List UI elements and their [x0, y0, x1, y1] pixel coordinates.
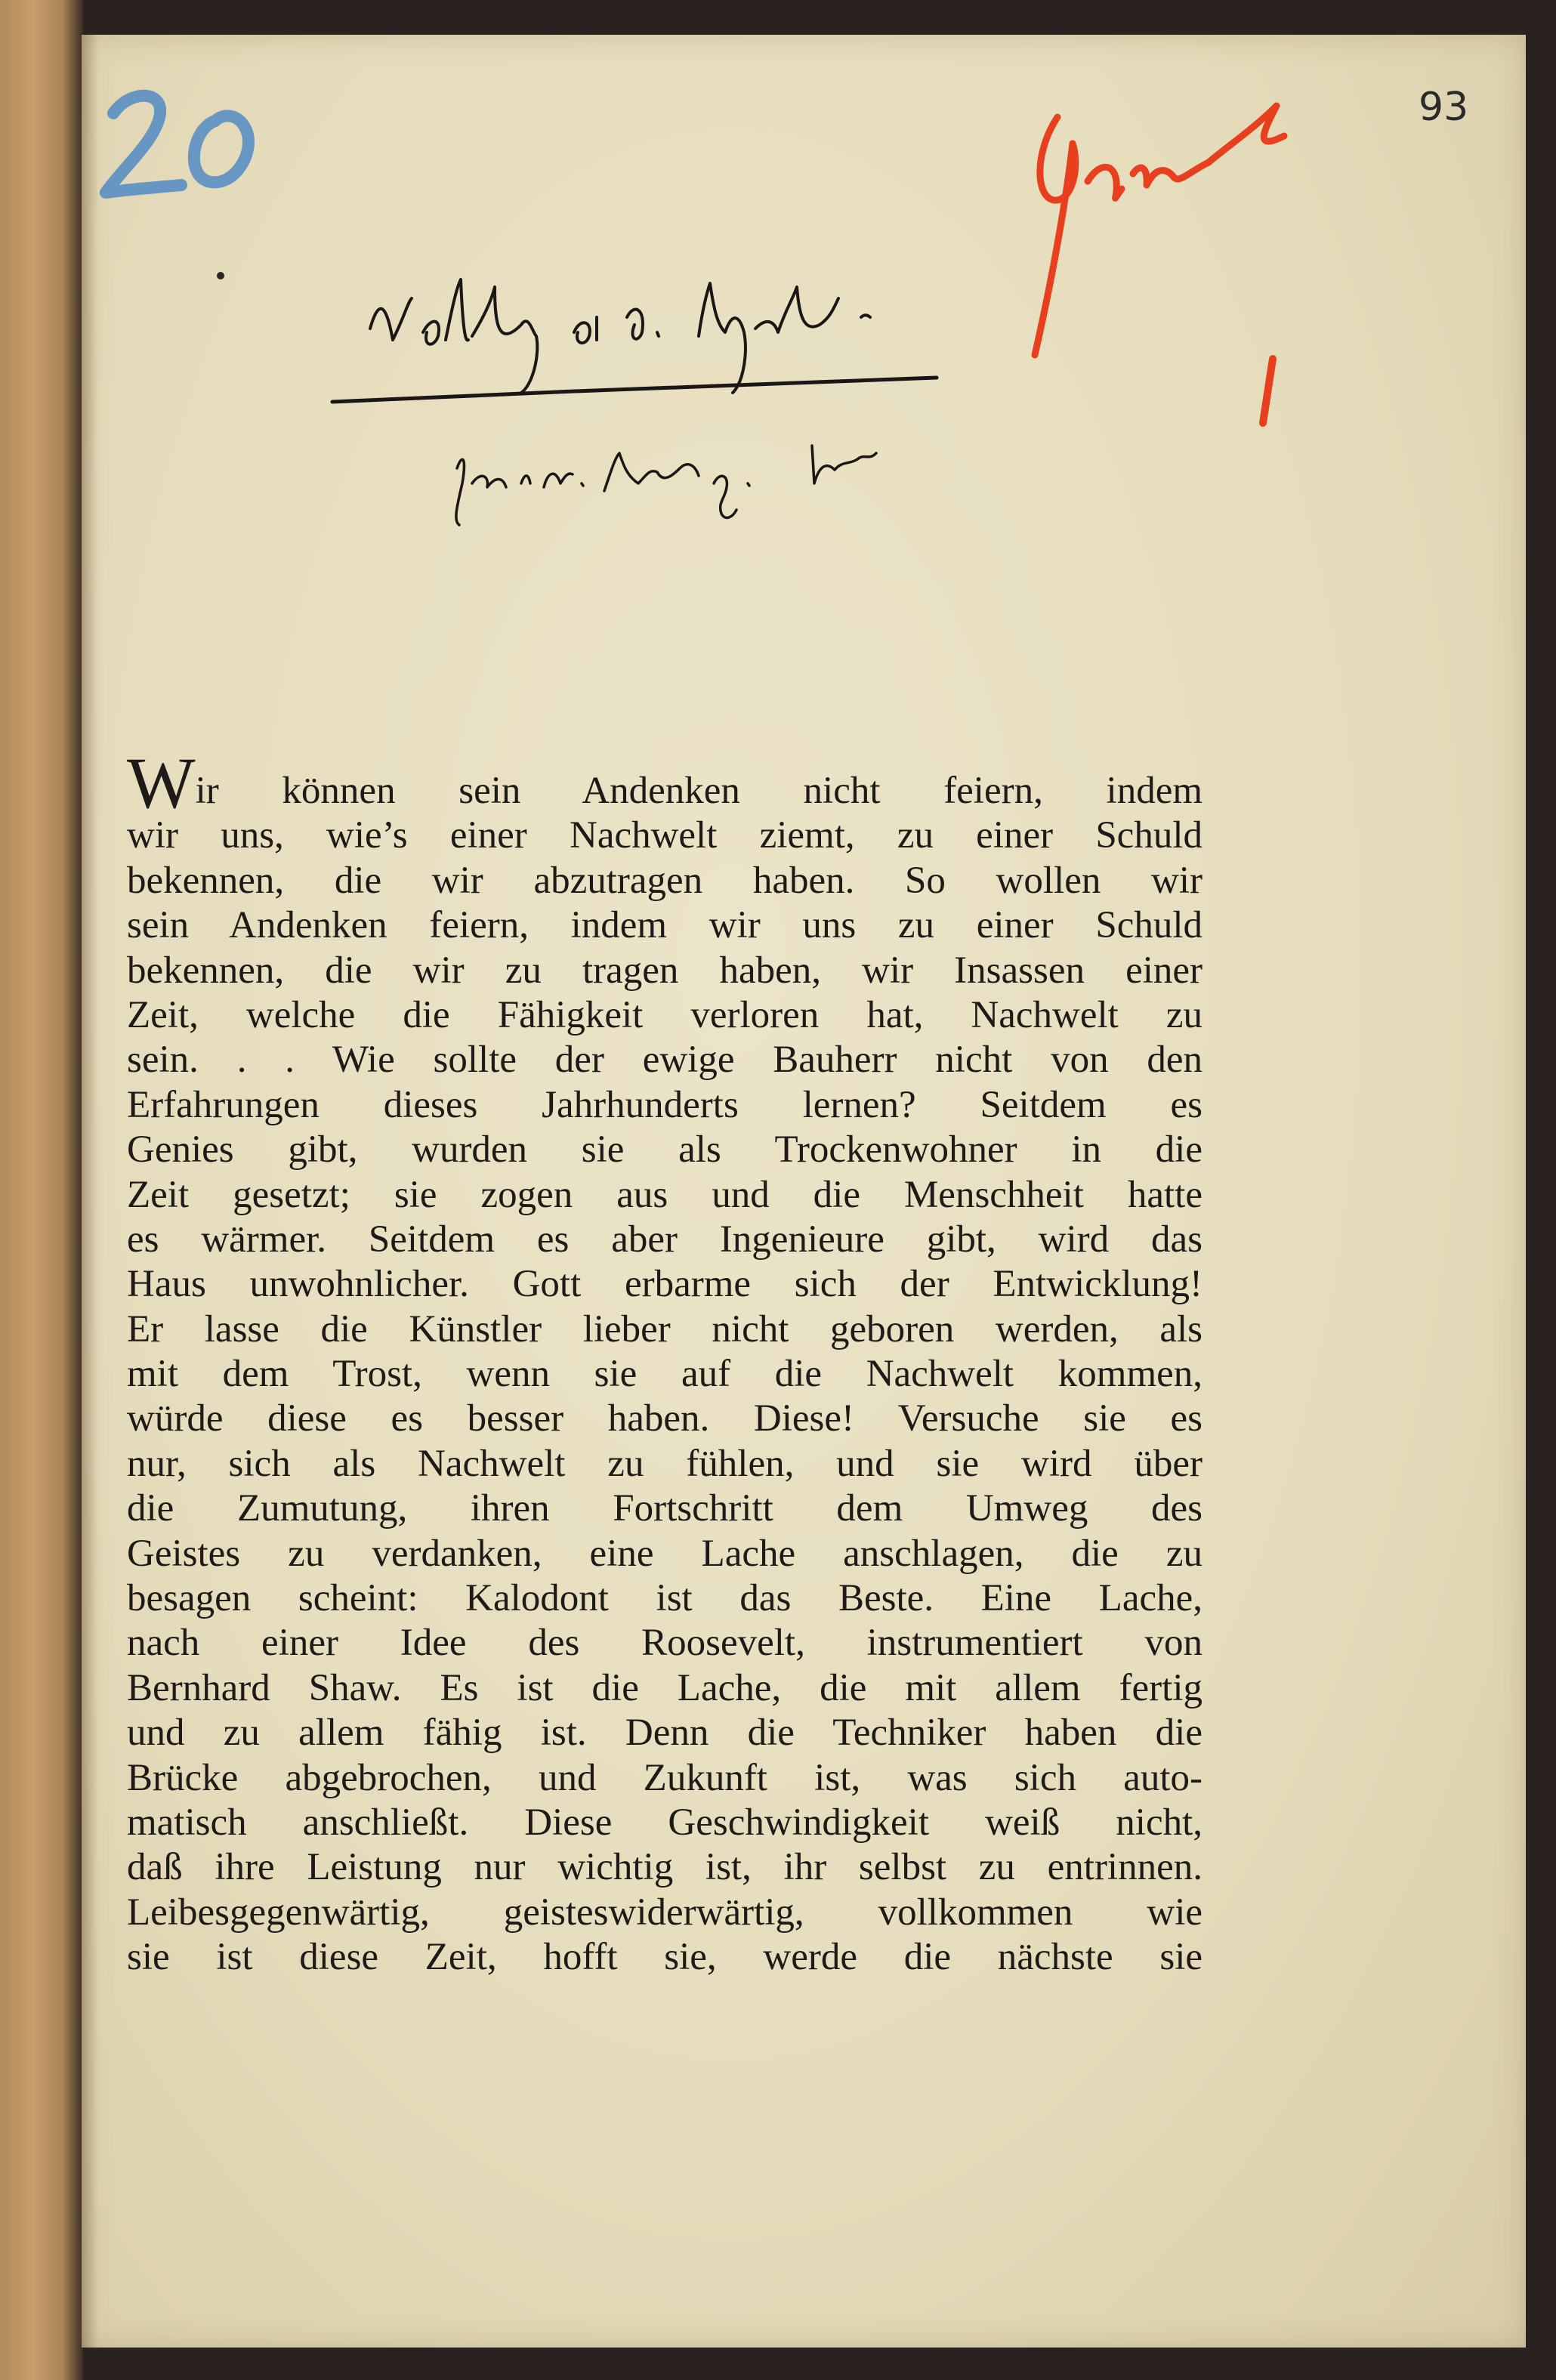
text-line: Leibesgegenwärtig, geisteswiderwärtig, vollkommen wie	[127, 1891, 1203, 1934]
text-line: Zeit gesetzt; sie zogen aus und die Menschheit hatte	[127, 1173, 1203, 1216]
text-line: besagen scheint: Kalodont ist das Beste. Eine Lache,	[127, 1577, 1203, 1620]
text-line: Zeit, welche die Fähigkeit verloren hat, Nachwelt zu	[127, 993, 1203, 1036]
text-line: wir uns, wie’s einer Nachwelt ziemt, zu einer Schuld	[127, 814, 1203, 857]
drop-initial: W	[127, 742, 196, 823]
ink-heading-note	[332, 279, 937, 402]
blue-pencil-number	[106, 96, 249, 193]
text-line: die Zumutung, ihren Fortschritt dem Umweg des	[127, 1487, 1203, 1530]
text-line: bekennen, die wir zu tragen haben, wir Insassen einer	[127, 949, 1203, 992]
text-line: Brücke abgebrochen, und Zukunft ist, was sich auto-	[127, 1756, 1203, 1799]
text-line: sein Andenken feiern, indem wir uns zu einer Schuld	[127, 904, 1203, 947]
text-line: Bernhard Shaw. Es ist die Lache, die mit allem fertig	[127, 1666, 1203, 1709]
text-line: sie ist diese Zeit, hofft sie, werde die nächste sie	[127, 1936, 1203, 1979]
text-line: Wir können sein Andenken nicht feiern, indem	[127, 742, 1203, 823]
text-line: und zu allem fähig ist. Denn die Techniker haben die	[127, 1712, 1203, 1755]
red-pencil-note	[1035, 106, 1284, 423]
text-line: Er lasse die Künstler lieber nicht geboren werden, als	[127, 1307, 1203, 1351]
text-line: Haus unwohnlicher. Gott erbarme sich der Entwicklung!	[127, 1263, 1203, 1306]
ink-dot	[217, 272, 224, 279]
text-line: matisch anschließt. Diese Geschwindigkeit weiß nicht,	[127, 1801, 1203, 1844]
text-line: Genies gibt, wurden sie als Trockenwohner in die	[127, 1128, 1203, 1171]
main-text-block	[127, 742, 1203, 1980]
text-line: Erfahrungen dieses Jahrhunderts lernen? Seitdem es	[127, 1083, 1203, 1126]
page-number: 93	[1419, 85, 1469, 130]
text-line: daß ihre Leistung nur wichtig ist, ihr selbst zu entrinnen.	[127, 1846, 1203, 1889]
text-line: es wärmer. Seitdem es aber Ingenieure gibt, wird das	[127, 1218, 1203, 1261]
text-line: Geistes zu verdanken, eine Lache anschlagen, die zu	[127, 1532, 1203, 1575]
ink-subnote	[456, 446, 876, 525]
text-line: würde diese es besser haben. Diese! Versuche sie es	[127, 1397, 1203, 1440]
text-line: bekennen, die wir abzutragen haben. So wollen wir	[127, 859, 1203, 902]
text-line: mit dem Trost, wenn sie auf die Nachwelt kommen,	[127, 1353, 1203, 1396]
text-line: sein. . . Wie sollte der ewige Bauherr nicht von den	[127, 1039, 1203, 1082]
text-line: nach einer Idee des Roosevelt, instrumentiert von	[127, 1622, 1203, 1665]
text-line: nur, sich als Nachwelt zu fühlen, und sie wird über	[127, 1442, 1203, 1485]
